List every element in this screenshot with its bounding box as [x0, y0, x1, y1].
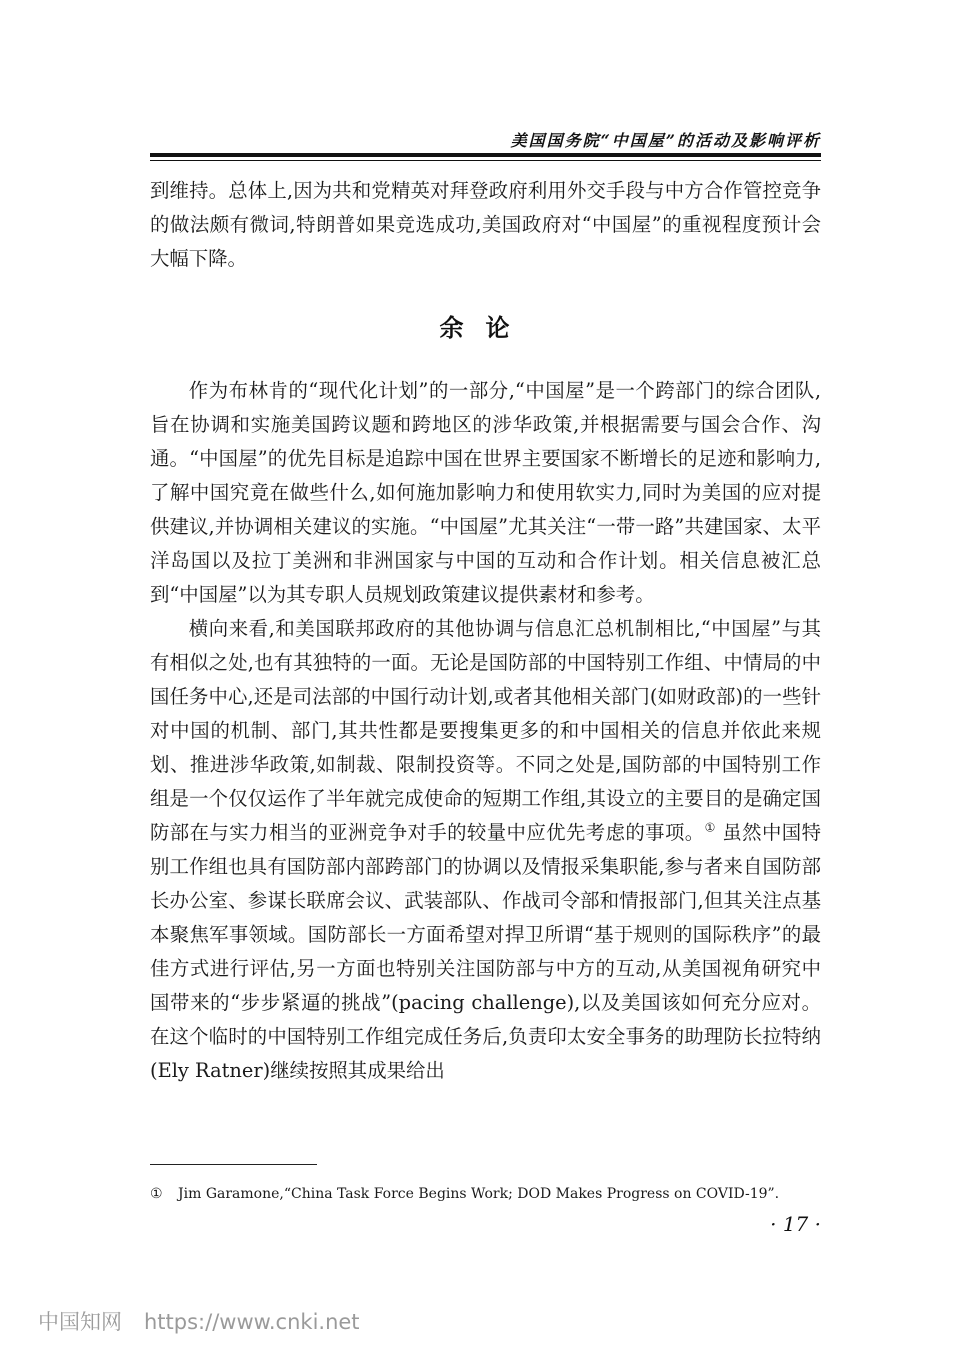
watermark-brand: 中国知网 [38, 1310, 122, 1334]
paragraph-continued: 到维持。总体上,因为共和党精英对拜登政府利用外交手段与中方合作管控竞争的做法颇有微词,特朗普如果竞选成功,美国政府对“中国屋”的重视程度预计会大幅下降。 [150, 179, 821, 270]
body-block-top [150, 174, 821, 276]
body-block-main [150, 374, 821, 1088]
header-rule-thick [150, 153, 821, 157]
page-number: · 17 · [770, 1212, 821, 1236]
footnote [150, 1186, 821, 1202]
footnote-divider [150, 1164, 317, 1165]
paragraph-2-part-a: 横向来看,和美国联邦政府的其他协调与信息汇总机制相比,“中国屋”与其有相似之处,也有其独特的一面。无论是国防部的中国特别工作组、中情局的中国任务中心,还是司法部的中国行动计划,或者其他相关部门(如财政部)的一些针对中国的机制、部门,其共性都是要搜集更多的和中国相关的信息并依此来规划、推进涉华政策,如制裁、限制投资等。不同之处是,国防部的中国特别工作组是一个仅仅运作了半年就完成使命的短期工作组,其设立的主要目的是确定国防部在与实力相当的亚洲竞争对手的较量中应优先考虑的事项。 [150, 617, 821, 844]
source-watermark [38, 1306, 360, 1336]
footnote-reference[interactable]: ① [704, 820, 716, 835]
paragraph-1: 作为布林肯的“现代化计划”的一部分,“中国屋”是一个跨部门的综合团队,旨在协调和实施美国跨议题和跨地区的涉华政策,并根据需要与国会合作、沟通。“中国屋”的优先目标是追踪中国在世界主要国家不断增长的足迹和影响力,了解中国究竟在做些什么,如何施加影响力和使用软实力,同时为美国的应对提供建议,并协调相关建议的实施。“中国屋”尤其关注“一带一路”共建国家、太平洋岛国以及拉丁美洲和非洲国家与中国的互动和合作计划。相关信息被汇总到“中国屋”以为其专职人员规划政策建议提供素材和参考。 [150, 379, 821, 606]
footnote-text: Jim Garamone,“China Task Force Begins Work; DOD Makes Progress on COVID-19”. [178, 1186, 780, 1202]
paragraph-2 [150, 612, 821, 1088]
running-head-title: 美国国务院“中国屋”的活动及影响评析 [510, 131, 821, 150]
section-heading: 余论 [439, 314, 532, 342]
watermark-url[interactable]: https://www.cnki.net [144, 1310, 360, 1334]
paragraph-2-part-b: 虽然中国特别工作组也具有国防部内部跨部门的协调以及情报采集职能,参与者来自国防部长办公室、参谋长联席会议、武装部队、作战司令部和情报部门,但其关注点基本聚焦军事领域。国防部长一方面希望对捍卫所谓“基于规则的国际秩序”的最佳方式进行评估,另一方面也特别关注国防部与中方的互动,从美国视角研究中国带来的“步步紧逼的挑战”(pacing challenge),以及美国该如何充分应对。在这个临时的中国特别工作组完成任务后,负责印太安全事务的助理防长拉特纳(Ely Ratner)继续按照其成果给出 [150, 821, 821, 1082]
footnote-mark: ① [150, 1186, 163, 1202]
header-rule-thin [150, 160, 821, 161]
